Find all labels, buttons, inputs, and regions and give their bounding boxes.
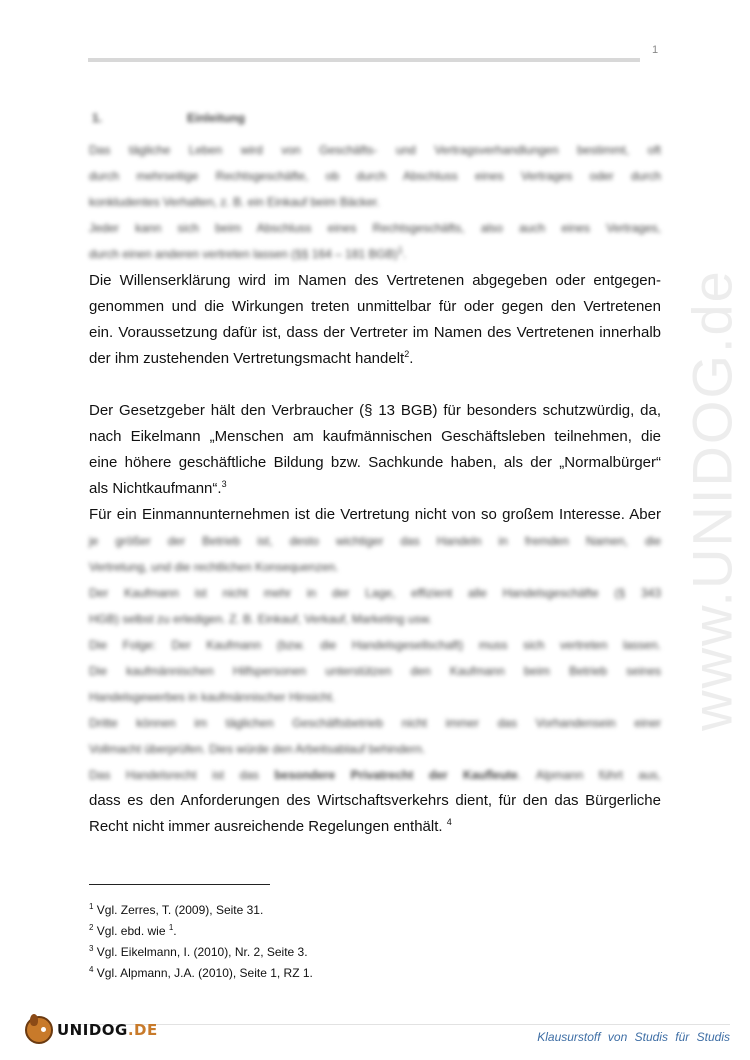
footnote-number: 1 [89,902,94,911]
blurred-line: Die Folge: Der Kaufmann (bzw. die Handelsgesellschaft) muss sich vertreten lassen. [89,638,661,652]
footnotes [89,900,313,984]
text-line-content: Recht nicht immer ausreichende Regelungen enthält. [89,818,447,835]
header-rule [88,58,640,62]
text-line: dass es den Anforderungen des Wirtschaftsverkehrs dient, für den das Bürgerliche [89,792,661,809]
paragraph-handelsrecht [89,788,661,840]
logo-text-domain: .DE [127,1021,158,1039]
blurred-line: je größer der Betrieb ist, desto wichtiger das Handeln in fremden Namen, die [89,534,661,548]
blurred-line: Dritte können im täglichen Geschäftsbetrieb nicht immer das Vorhandensein einer [89,716,661,730]
blurred-middle [89,528,661,788]
paragraph-gesetzgeber [89,398,661,528]
blurred-line: Vollmacht überprüfen. Dies würde den Arbeitsablauf behindern. [89,742,426,756]
text-line [89,476,661,502]
footnote-item [89,900,313,921]
footnote-item [89,942,313,963]
footnote-number: 2 [89,923,94,932]
paragraph-willenserklaerung [89,268,661,372]
blurred-intro [89,137,661,267]
watermark-text: www.UNIDOG.de [680,269,744,731]
blurred-line: durch einen anderen vertreten lassen (§§ 164 – 181 BGB)$^1$. [89,245,407,261]
blurred-line: durch mehrseitige Rechtsgeschäfte, ob durch Abschluss eines Vertrages oder durch [89,169,661,183]
footnote-ref: 1 [397,245,403,255]
dog-icon [25,1016,53,1044]
text-line: Die Willenserklärung wird im Namen des Vertretenen abgegeben oder entgegen- [89,272,661,289]
text-line: genommen und die Wirkungen treten unmittelbar für oder gegen den Vertretenen [89,298,661,315]
footnote-ref: 3 [221,479,227,489]
page-number: 1 [652,44,659,56]
footer-rule [70,1024,730,1025]
text-line: ein. Voraussetzung dafür ist, dass der Vertreter im Namen des Vertretenen innerhalb [89,324,661,341]
blurred-line-text: durch einen anderen vertreten lassen (§§ 164 – 181 BGB) [89,247,398,261]
blurred-line: Die kaufmännischen Hilfspersonen unterstützen den Kaufmann beim Betrieb seines [89,664,661,678]
unidog-logo [25,1014,158,1046]
footnote-text: Vgl. Zerres, T. (2009), Seite 31. [93,903,264,917]
blurred-line: Vertretung, und die rechtlichen Konsequenzen. [89,560,339,574]
footnote-separator [89,884,270,885]
text-line: eine höhere geschäftliche Bildung bzw. Sachkunde haben, als der „Normalbürger“ [89,454,661,471]
text-line-content: der ihm zustehenden Vertretungsmacht handelt [89,350,405,367]
text-line: Der Gesetzgeber hält den Verbraucher (§ 13 BGB) für besonders schutzwürdig, da, [89,402,661,419]
blurred-line-pre: Das Handelsrecht ist das [89,768,275,782]
section-heading [92,111,245,125]
footnote-text: Vgl. Alpmann, J.A. (2010), Seite 1, RZ 1. [93,966,313,980]
footnote-number: 3 [89,944,94,953]
text-line-content: als Nichtkaufmann“. [89,480,222,497]
blurred-line: Der Kaufmann ist nicht mehr in der Lage, effizient alle Handelsgeschäfte (§ 343 [89,586,661,600]
footnote-ref: 4 [446,817,452,827]
text-line [89,814,661,840]
footer-tagline: Klausurstoff von Studis für Studis [537,1030,730,1044]
text-line: der ihm zustehenden Vertretungsmacht handelt$^2$. [89,349,414,367]
footnote-number: 4 [89,965,94,974]
text-line: Für ein Einmannunternehmen ist die Vertretung nicht von so großem Interesse. Aber [89,506,661,523]
blurred-line: HGB) selbst zu erledigen. Z. B. Einkauf, Verkauf, Marketing usw. [89,612,432,626]
blurred-line: Handelsgewerbes in kaufmännischer Hinsicht. [89,690,336,704]
footnote-ref: 2 [404,349,410,359]
blurred-line: Das tägliche Leben wird von Geschäfts- und Vertragsverhandlungen bestimmt, oft [89,143,661,157]
blurred-line-bold: besondere Privatrecht der Kaufleute [274,768,518,782]
blurred-line-post: . Alpmann führt aus, [517,768,662,782]
blurred-line [89,762,661,788]
section-title: Einleitung [187,111,245,125]
footnote-item [89,963,313,984]
footnote-item [89,921,313,942]
logo-text [57,1021,158,1039]
section-number: 1. [92,111,103,125]
footnote-ref: 1 [168,923,174,932]
blurred-line: Jeder kann sich beim Abschluss eines Rechtsgeschäfts, also auch eines Vertrages, [89,221,661,235]
blurred-line: konkludentes Verhalten, z. B. ein Einkauf beim Bäcker. [89,195,380,209]
footnote-tail: . [173,924,177,938]
logo-text-main: UNIDOG [57,1021,128,1039]
footnote-text: Vgl. ebd. wie [93,924,169,938]
footnote-text: Vgl. Eikelmann, I. (2010), Nr. 2, Seite 3. [93,945,308,959]
text-line: nach Eikelmann „Menschen am kaufmännischen Geschäftsleben teilnehmen, die [89,428,661,445]
